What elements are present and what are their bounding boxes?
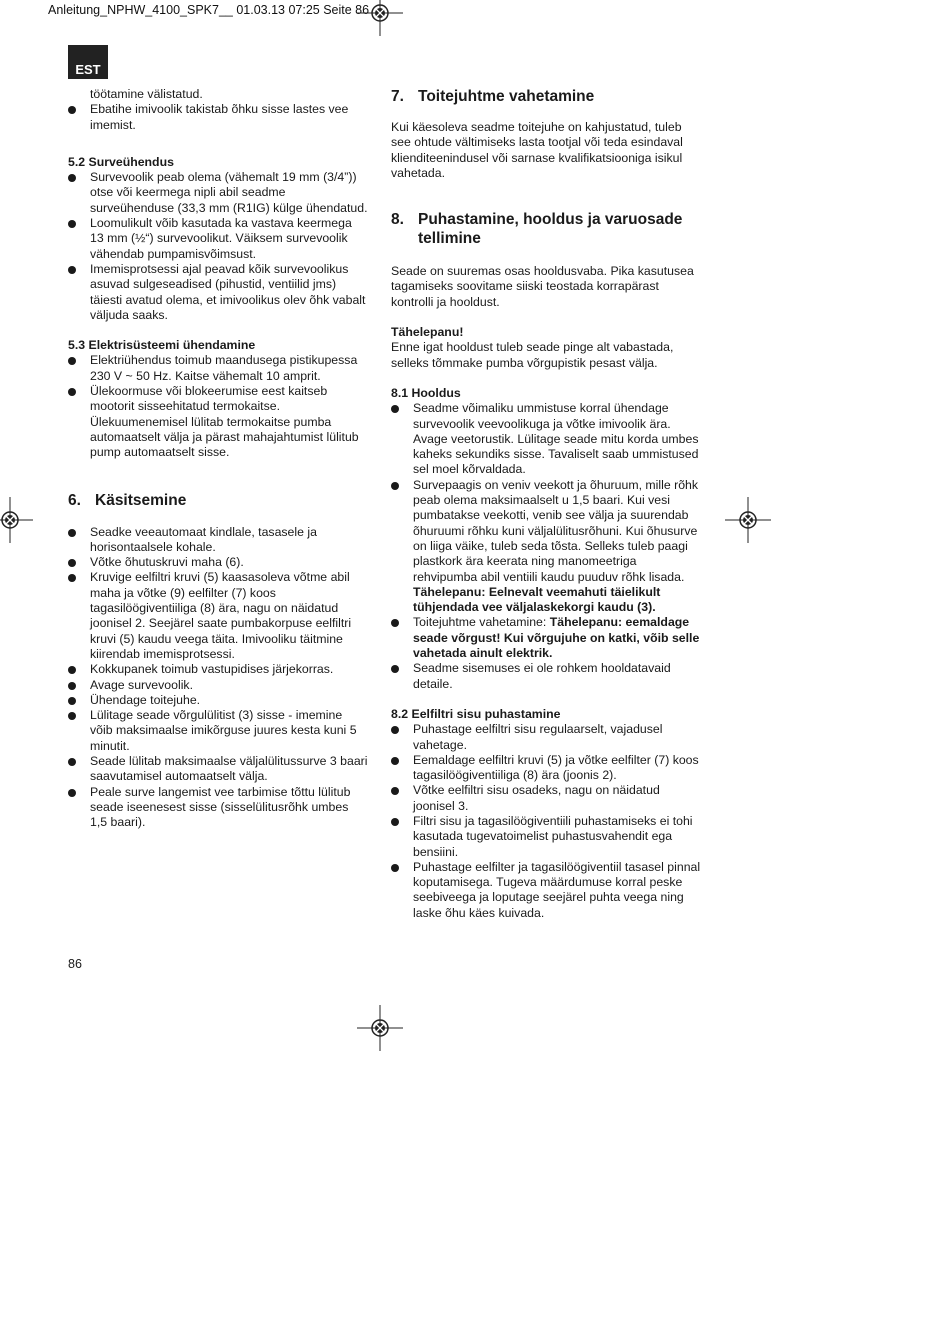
registration-mark-icon [357,0,403,36]
bullet-icon [391,405,399,413]
page-number: 86 [68,957,82,971]
section-number: 6. [68,491,81,509]
item-text: Toitejuhtme vahetamine: [413,615,550,630]
bullet-icon [68,682,76,690]
bullet-icon [391,619,399,627]
bullet-icon [391,482,399,490]
item-warning: Tähelepanu: eemaldage seade võrgust! Kui võrgujuhe on katki, võib selle vahetada ainult elektrik. [413,615,700,661]
item-text: Loomulikult võib kasutada ka vastava keermega 13 mm (½“) survevoolikut. Väiksem survevoolik vähendab pumpamisvõimsust. [90,216,352,261]
bullet-icon [391,787,399,795]
item-text: Survepaagis on veniv veekott ja õhuruum, mille rõhk peab olema maksimaalselt u 1,5 baari. Kui vesi pumbatakse veekotti, venib see välja ja suurendab õhuruumi rõhku kuni väljalülitusrõhuni. Kui õhusurve on liiga väike, tuleb seda tõsta. Selleks tuleb paagi plastkork ära keerata ning manomeetriga rehvipumba abil ventiili kaudu puuduv rõhk lisada. [413,477,699,584]
list-item [391,783,701,814]
list-item [68,170,368,216]
bullet-icon [68,174,76,182]
item-text: Peale surve langemist vee tarbimise tõttu lülitub seade iseenesest sisse (sisselülitusrõhk umbes 1,5 baari). [90,784,351,830]
item-text: Ühendage toitejuhe. [90,692,201,707]
section-number: 8. [391,211,404,229]
section-7-heading [391,87,701,106]
list-item [391,478,701,616]
item-text: Survevoolik peab olema (vähemalt 19 mm (3/4”)) otse või keermega nipli abil seadme surveühenduse (33,3 mm (R1IG) külge ühendatud. [90,170,368,215]
item-text: Puhastage eelfilter ja tagasilöögiventiil tasasel pinnal koputamisega. Tugeva määrdumuse korral peske seebiveega ja loputage seejärel puhta veega ning laske õhu käes kuivada. [413,859,701,920]
list-item [68,525,368,556]
bullet-icon [68,574,76,582]
item-text: Filtri sisu ja tagasilöögiventiili puhastamiseks ei tohi kasutada tugevatoimelist puhastusvahendit ega bensiini. [413,813,693,859]
list-item [68,555,368,570]
item-text: töötamine välistatud. [90,87,203,101]
section-5-3-heading: 5.3 Elektrisüsteemi ühendamine [68,338,256,353]
bullet-icon [391,757,399,765]
item-text: Kruvige eelfiltri kruvi (5) kaasasoleva võtme abil maha ja võtke (9) eelfilter (7) koos tagasilöögiventiiliga (8) ära, nagu on näidatud joonisel 2. Seejärel saate pumbakorpuse eelfiltri kruvi (5) kaudu veega täita. Imivooliku täitmine kiirendab imemisprotsessi. [90,570,352,661]
item-text: Puhastage eelfiltri sisu regulaarselt, vajadusel vahetage. [413,722,663,752]
bullet-icon [68,220,76,228]
list-item [391,753,701,784]
list-item [68,662,368,677]
list-item [68,87,368,102]
list-item [391,615,701,661]
list-item [68,785,368,831]
paragraph: Kui käesoleva seadme toitejuhe on kahjustatud, tuleb see ohtude vältimiseks lasta tootjal või teda esindaval klienditeenindusel või sarnase kvalifikatsiooniga isikul vahetada. [391,120,683,180]
section-5-2-heading: 5.2 Surveühendus [68,154,174,169]
item-text: Kokkupanek toimub vastupidises järjekorras. [90,662,334,677]
item-text: Avage survevoolik. [90,677,193,692]
bullet-icon [68,388,76,396]
list-item [68,693,368,708]
registration-mark-icon [357,1005,403,1051]
bullet-icon [68,529,76,537]
bullet-icon [68,697,76,705]
section-number: 7. [391,88,404,105]
list-item [68,262,368,323]
item-text: Seadme võimaliku ummistuse korral ühendage survevoolik veevoolikuga ja võtke imivoolik ära. Avage veetorustik. Lülitage seade mitu korda umbes kaheks sekundiks sisse. Tavaliselt saab ummistused sel moel kõrvaldada. [413,401,699,477]
list-item [391,814,701,860]
section-8-2-heading: 8.2 Eelfiltri sisu puhastamine [391,706,561,721]
item-text: Lülitage seade võrgulülitist (3) sisse - imemine võib maksimaalse imikõrguse juures kesta kuni 5 minutit. [90,708,357,753]
left-column [68,87,368,830]
list-item [391,722,701,753]
bullet-icon [68,559,76,567]
section-title: Toitejuhtme vahetamine [418,88,595,105]
item-text: Seadme sisemuses ei ole rohkem hooldatavaid detaile. [413,661,671,691]
item-text: Võtke eelfiltri sisu osadeks, nagu on näidatud joonisel 3. [413,783,660,813]
bullet-icon [68,106,76,114]
list-item [68,353,368,384]
list-item [391,860,701,921]
bullet-icon [391,818,399,826]
bullet-icon [68,666,76,674]
bullet-icon [391,726,399,734]
item-text: Võtke õhutuskruvi maha (6). [90,555,244,570]
bullet-icon [391,864,399,872]
list-item [68,678,368,693]
bullet-icon [68,758,76,766]
list-item [68,708,368,754]
list-item [68,570,368,662]
bullet-icon [68,357,76,365]
item-text: Seadke veeautomaat kindlale, tasasele ja horisontaalsele kohale. [90,524,317,554]
item-text: Ülekoormuse või blokeerumise eest kaitseb mootorit sisseehitatud termokaitse. Ülekuumenemisel lülitab termokaitse pumba automaatselt välja ja pärast mahajahtumist lülitub pump automaatselt sisse. [90,384,359,460]
attention-label: Tähelepanu! [391,325,464,340]
section-title: Puhastamine, hooldus ja varuosade tellimine [418,211,683,248]
item-text: Elektriühendus toimub maandusega pistikupessa 230 V ~ 50 Hz. Kaitse vähemalt 10 amprit. [90,353,358,383]
item-text: Ebatihe imivoolik takistab õhku sisse lastes vee imemist. [90,102,349,132]
list-item [391,401,701,477]
registration-mark-icon [725,497,771,543]
list-item [68,216,368,262]
item-text: Eemaldage eelfiltri kruvi (5) ja võtke eelfilter (7) koos tagasilöögiventiiliga (8) ära (joonis 2). [413,752,699,783]
paragraph: Enne igat hooldust tuleb seade pinge alt vabastada, selleks tõmmake pumba võrgupistik pesast välja. [391,340,674,370]
section-8-1-heading: 8.1 Hooldus [391,385,461,400]
file-header: Anleitung_NPHW_4100_SPK7__ 01.03.13 07:25 Seite 86 [48,3,370,17]
list-item [68,754,368,785]
language-tab: EST [68,45,108,79]
section-title: Käsitsemine [95,491,187,509]
registration-mark-icon [0,497,33,543]
right-column [391,87,701,921]
section-8-heading [391,210,701,248]
bullet-icon [391,665,399,673]
bullet-icon [68,789,76,797]
bullet-icon [68,266,76,274]
list-item [391,661,701,692]
item-text: Seade lülitab maksimaalse väljalülitussurve 3 baari saavutamisel automaatselt välja. [90,753,368,784]
list-item [68,384,368,460]
paragraph: Seade on suuremas osas hooldusvaba. Pika kasutusea tagamiseks soovitame siiski teostada korrapärast kontrolli ja hooldust. [391,264,694,309]
item-warning: Tähelepanu: Eelnevalt veemahuti täielikult tühjendada vee väljalaskekorgi kaudu (3). [413,584,661,615]
list-item [68,102,368,133]
section-6-heading [68,491,368,510]
item-text: Imemisprotsessi ajal peavad kõik survevoolikus asuvad sulgeseadised (pihustid, ventiilid jms) täiesti avatud olema, et imivoolikus olev õhk vabalt väljuda saaks. [90,261,366,322]
bullet-icon [68,712,76,720]
